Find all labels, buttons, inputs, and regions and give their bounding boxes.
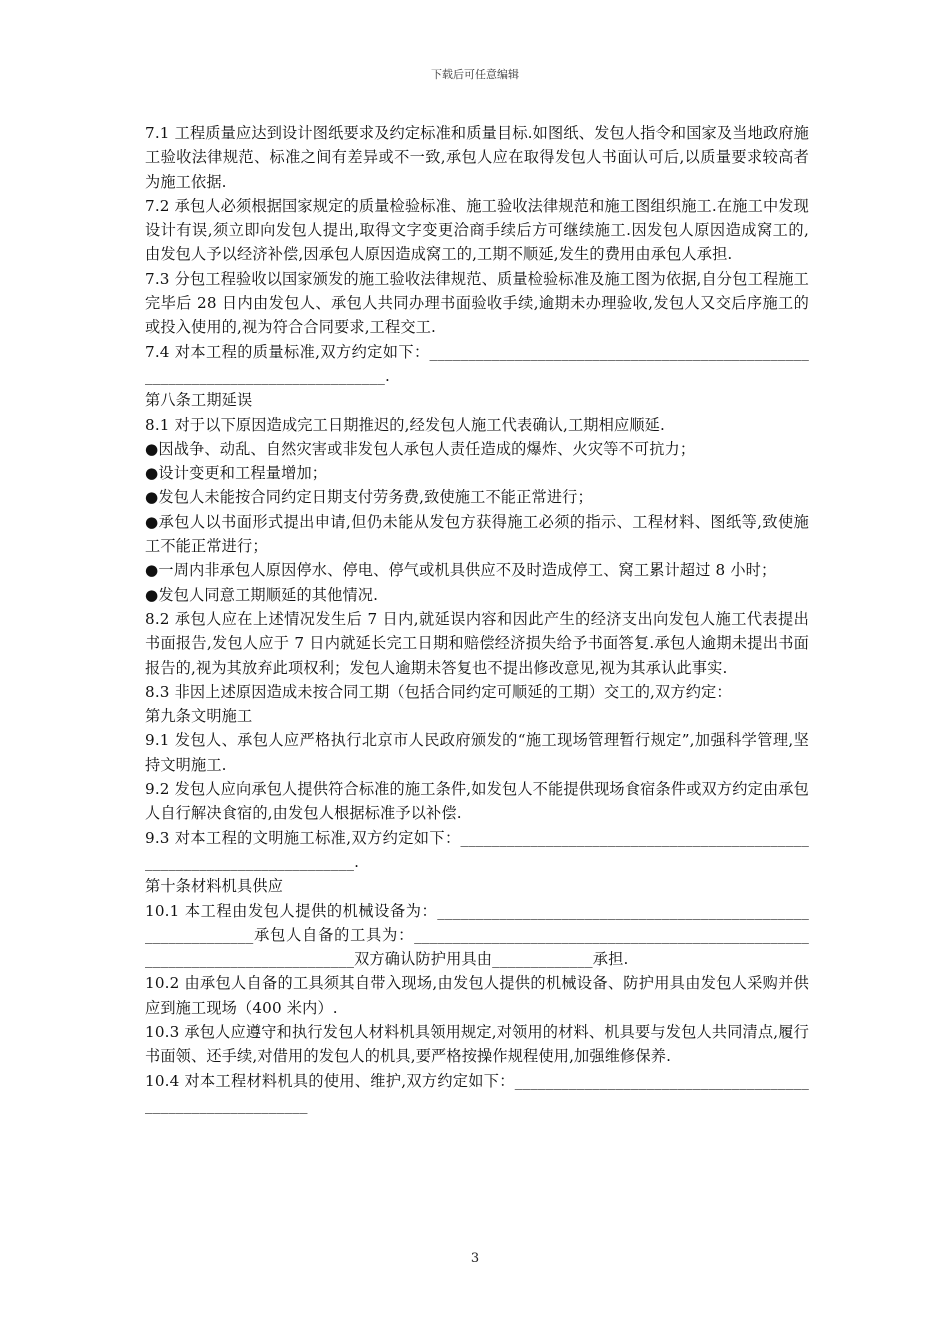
article-10-heading: 第十条材料机具供应 <box>145 877 284 896</box>
clause-8-1: 8.1 对于以下原因造成完工日期推迟的,经发包人施工代表确认,工期相应顺延. <box>145 415 665 434</box>
bullet-utility-outage: ●一周内非承包人原因停水、停电、停气或机具供应不及时造成停工、窝工累计超过 8 小时； <box>145 561 777 580</box>
bullet-other-extension: ●发包人同意工期顺延的其他情况. <box>145 585 379 604</box>
bullet-design-change: ●设计变更和工程量增加； <box>145 464 328 483</box>
article-9-heading: 第九条文明施工 <box>145 707 253 726</box>
clause-7-1: 7.1 工程质量应达到设计图纸要求及约定标准和质量目标.如图纸、发包人指令和国家及当地政府施工验收法律规范、标准之间有差异或不一致,承包人应在取得发包人书面认可后,以质量要求较高者为施工依据. <box>145 124 809 191</box>
page-header: 下载后可任意编辑 <box>431 68 519 81</box>
clause-10-4: 10.4 对本工程材料机具的使用、维护,双方约定如下：___________________________________________________________ <box>145 1071 809 1114</box>
clause-10-1: 10.1 本工程由发包人提供的机械设备为：______________________________________________________________承包人自备的工具为：______________________________________________________________________________双方确认防护用具由_____________承担. <box>145 901 809 969</box>
clause-10-2: 10.2 由承包人自备的工具须其自带入现场,由发包人提供的机械设备、防护用具由发包人采购并供应到施工现场（400 米内）. <box>145 974 809 1017</box>
page-number: 3 <box>470 1251 480 1266</box>
clause-10-3: 10.3 承包人应遵守和执行发包人材料机具领用规定,对领用的材料、机具要与发包人共同清点,履行书面领、还手续,对借用的发包人的机具,要严格按操作规程使用,加强维修保养. <box>145 1022 809 1066</box>
bullet-missing-instructions: ●承包人以书面形式提出申请,但仍未能从发包方获得施工必须的指示、工程材料、图纸等,致使施工不能正常进行； <box>145 512 809 556</box>
clause-7-4: 7.4 对本工程的质量标准,双方约定如下：________________________________________________________________________________. <box>145 342 809 385</box>
clause-7-2: 7.2 承包人必须根据国家规定的质量检验标准、施工验收法律规范和施工图组织施工.在施工中发现设计有误,须立即向发包人提出,取得文字变更洽商手续后方可继续施工.因发包人原因造成窝工的,由发包人予以经济补偿,因承包人原因造成窝工的,工期不顺延,发生的费用由承包人承担. <box>145 196 809 264</box>
bullet-force-majeure: ●因战争、动乱、自然灾害或非发包人承包人责任造成的爆炸、火灾等不可抗力； <box>145 439 696 458</box>
clause-9-1: 9.1 发包人、承包人应严格执行北京市人民政府颁发的“施工现场管理暂行规定”,加强科学管理,坚持文明施工. <box>145 731 809 774</box>
bullet-payment-delay: ●发包人未能按合同约定日期支付劳务费,致使施工不能正常进行； <box>145 488 593 507</box>
clause-9-3: 9.3 对本工程的文明施工标准,双方约定如下：________________________________________________________________________. <box>145 828 809 871</box>
clause-7-3: 7.3 分包工程验收以国家颁发的施工验收法律规范、质量检验标准及施工图为依据,自分包工程施工完毕后 28 日内由发包人、承包人共同办理书面验收手续,逾期未办理验收,发包人又交后序施工的或投入使用的,视为符合合同要求,工程交工. <box>145 269 809 337</box>
clause-8-3: 8.3 非因上述原因造成未按合同工期（包括合同约定可顺延的工期）交工的,双方约定： <box>145 682 732 701</box>
article-8-heading: 第八条工期延误 <box>145 391 253 410</box>
clause-8-2: 8.2 承包人应在上述情况发生后 7 日内,就延误内容和因此产生的经济支出向发包人施工代表提出书面报告,发包人应于 7 日内就延长完工日期和赔偿经济损失给予书面答复.承包人逾期未提出书面报告的,视为其放弃此项权利；发包人逾期未答复也不提出修改意见,视为其承认此事实. <box>145 609 809 677</box>
clause-9-2: 9.2 发包人应向承包人提供符合标准的施工条件,如发包人不能提供现场食宿条件或双方约定由承包人自行解决食宿的,由发包人根据标准予以补偿. <box>145 780 809 823</box>
document-body <box>145 121 809 1117</box>
